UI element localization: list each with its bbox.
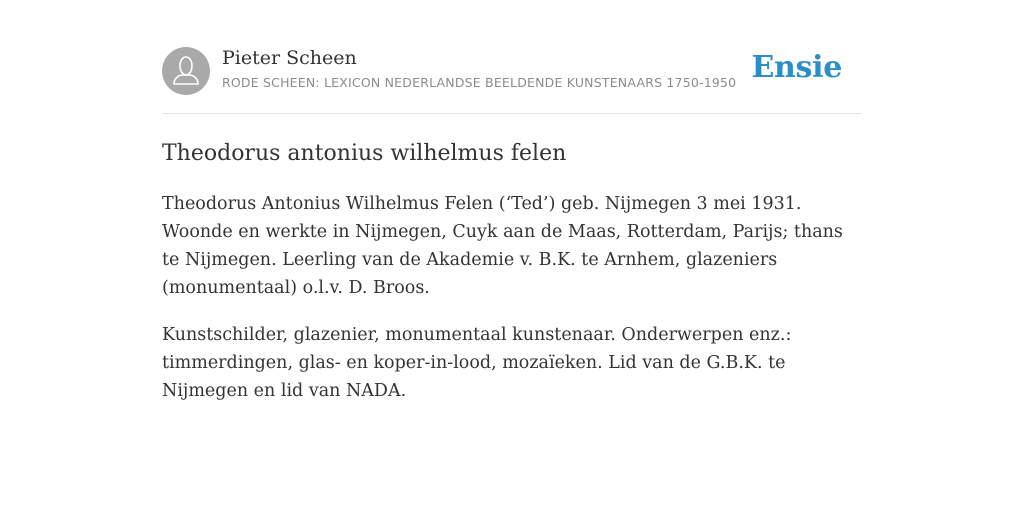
- entry-card: [162, 42, 862, 405]
- entry-title: Theodorus antonius wilhelmus felen: [162, 141, 567, 166]
- author-name[interactable]: Pieter Scheen: [222, 47, 357, 69]
- author-block: [222, 46, 736, 91]
- brand-logo[interactable]: Ensie: [751, 50, 842, 85]
- source-label[interactable]: RODE SCHEEN: LEXICON NEDERLANDSE BEELDENDE KUNSTENAARS 1750-1950: [222, 75, 737, 90]
- user-silhouette-icon[interactable]: [162, 47, 210, 95]
- entry-paragraph: Theodorus Antonius Wilhelmus Felen (‘Ted’) geb. Nijmegen 3 mei 1931. Woonde en werkte in Nijmegen, Cuyk aan de Maas, Rotterdam, Parijs; thans te Nijmegen. Leerling van de Akademie v. B.K. te Arnhem, glazeniers (monumentaal) o.l.v. D. Broos.: [162, 194, 843, 298]
- entry-header: [162, 42, 862, 114]
- entry-paragraph: Kunstschilder, glazenier, monumentaal kunstenaar. Onderwerpen enz.: timmerdingen, glas- en koper-in-lood, mozaïeken. Lid van de G.B.K. te Nijmegen en lid van NADA.: [162, 325, 792, 401]
